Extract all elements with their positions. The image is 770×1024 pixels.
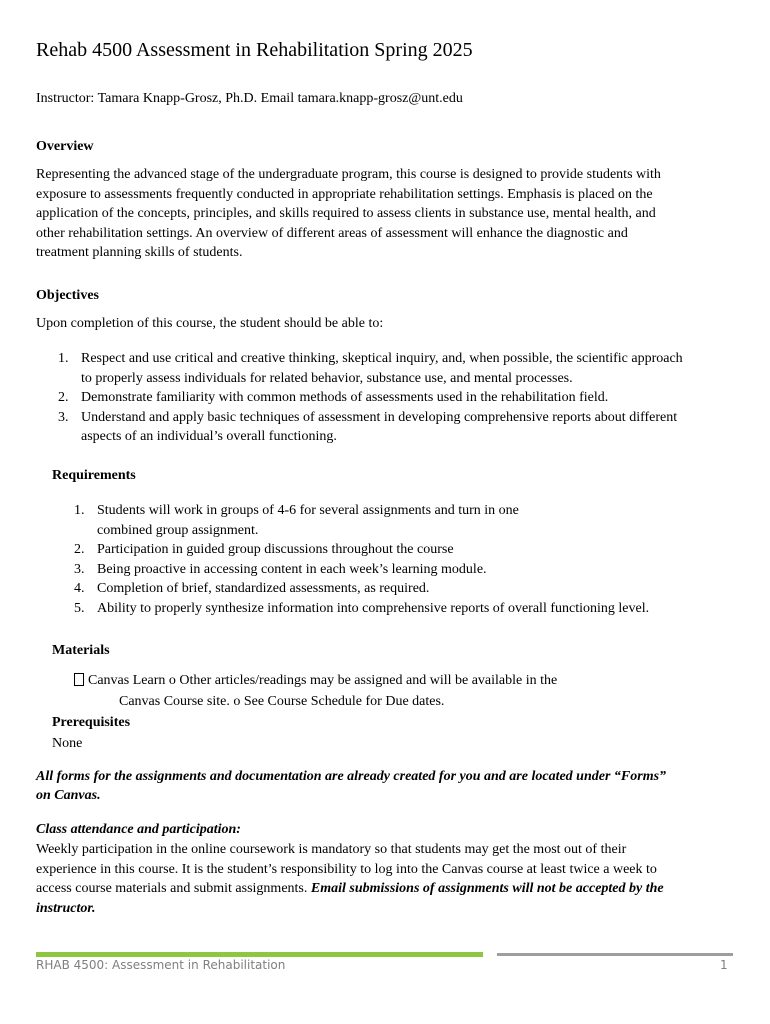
materials-text: Canvas Learn o Other articles/readings may be assigned and will be available in the: [88, 673, 558, 688]
footer-page-number: 1: [720, 958, 728, 972]
missing-glyph-icon: [74, 673, 84, 686]
list-number: 3.: [74, 561, 85, 577]
objective-item: [58, 388, 683, 408]
forms-note: All forms for the assignments and documentation are already created for you and are located under “Forms”: [36, 769, 667, 784]
overview-line: treatment planning skills of students.: [36, 245, 243, 260]
list-number: 3.: [58, 409, 69, 425]
objectives-list: [58, 349, 683, 447]
list-item-text: Respect and use critical and creative thinking, skeptical inquiry, and, when possible, the scientific approach: [81, 351, 683, 366]
attendance-line: Weekly participation in the online coursework is mandatory so that students may get the most out of their: [36, 842, 627, 857]
materials-line: Canvas Course site. o See Course Schedule for Due dates.: [119, 694, 445, 709]
list-item-text: aspects of an individual’s overall functioning.: [81, 429, 337, 444]
attendance-line: instructor.: [36, 900, 96, 916]
list-number: 1.: [74, 503, 85, 518]
list-item-text: combined group assignment.: [97, 522, 259, 538]
requirement-item: [74, 579, 649, 599]
list-item-text: to properly assess individuals for related behavior, substance use, and mental processes.: [81, 370, 573, 386]
list-item-text: Being proactive in accessing content in each week’s learning module.: [97, 561, 487, 577]
list-number: 5.: [74, 600, 85, 616]
overview-line: application of the concepts, principles, and skills required to assess clients in substance use, mental health, and: [36, 206, 656, 221]
list-number: 4.: [74, 581, 85, 596]
prerequisites-value: None: [52, 736, 83, 751]
overview-line: exposure to assessments frequently conducted in appropriate rehabilitation settings. Emphasis is placed on the: [36, 186, 653, 202]
list-number: 2.: [58, 390, 69, 405]
requirement-item: [74, 599, 649, 619]
materials-heading: Materials: [52, 643, 110, 658]
requirement-item: [74, 540, 649, 560]
materials-line: [74, 671, 557, 691]
instructor-line: Instructor: Tamara Knapp-Grosz, Ph.D. Email tamara.knapp-grosz@unt.edu: [36, 91, 463, 106]
objective-item: [58, 408, 683, 447]
objectives-intro: Upon completion of this course, the student should be able to:: [36, 316, 384, 331]
list-number: 2.: [74, 542, 85, 557]
requirement-item: [74, 501, 649, 540]
overview-line: Representing the advanced stage of the undergraduate program, this course is designed to provide students with: [36, 167, 661, 182]
requirements-heading: Requirements: [52, 468, 136, 483]
attendance-line: experience in this course. It is the student’s responsibility to log into the Canvas course at least twice a week to: [36, 861, 657, 877]
attendance-text: access course materials and submit assignments.: [36, 881, 311, 896]
list-item-text: Participation in guided group discussions throughout the course: [97, 542, 454, 557]
requirement-item: [74, 560, 649, 580]
footer-label: RHAB 4500: Assessment in Rehabilitation: [36, 958, 286, 972]
requirements-list: [74, 501, 649, 618]
list-number: 1.: [58, 351, 69, 366]
list-item-text: Completion of brief, standardized assessments, as required.: [97, 581, 430, 596]
attendance-emphasis: Email submissions of assignments will not be accepted by the: [310, 881, 664, 896]
list-item-text: Students will work in groups of 4-6 for several assignments and turn in one: [97, 503, 519, 518]
footer-gray-rule: [497, 953, 733, 956]
document-title: Rehab 4500 Assessment in Rehabilitation Spring 2025: [36, 39, 473, 61]
overview-heading: Overview: [36, 139, 94, 154]
list-item-text: Demonstrate familiarity with common methods of assessments used in the rehabilitation field.: [81, 390, 609, 405]
attendance-paragraph: [36, 840, 664, 918]
list-item-text: Understand and apply basic techniques of assessment in developing comprehensive reports about different: [81, 409, 678, 425]
objectives-heading: Objectives: [36, 288, 99, 303]
attendance-line: [36, 879, 664, 899]
forms-note: on Canvas.: [36, 788, 101, 803]
overview-line: other rehabilitation settings. An overview of different areas of assessment will enhance the diagnostic and: [36, 225, 628, 241]
list-item-text: Ability to properly synthesize information into comprehensive reports of overall functioning level.: [97, 600, 650, 616]
overview-paragraph: [36, 165, 661, 263]
prerequisites-heading: Prerequisites: [52, 715, 131, 730]
objective-item: [58, 349, 683, 388]
attendance-heading: Class attendance and participation:: [36, 822, 241, 837]
